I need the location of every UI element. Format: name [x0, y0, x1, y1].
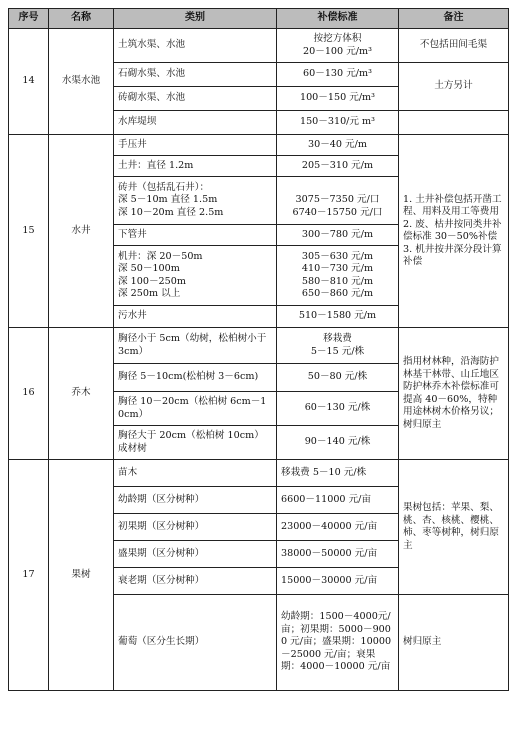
item-name: 乔木: [49, 328, 114, 460]
standard-cell: 15000－30000 元/亩: [277, 568, 399, 595]
standard-cell: 205－310 元/m: [277, 156, 399, 177]
row-number: 15: [9, 135, 49, 328]
standard-cell: 510－1580 元/m: [277, 306, 399, 328]
standard-cell: 移栽费 5－15 元/株: [277, 328, 399, 364]
category-cell: 手压井: [114, 135, 277, 156]
category-cell: 葡萄（区分生长期）: [114, 595, 277, 691]
category-cell: 胸径小于 5cm（幼树，松柏树小于 3cm）: [114, 328, 277, 364]
category-cell: 砖砌水渠、水池: [114, 87, 277, 111]
item-name: 果树: [49, 460, 114, 691]
item-name: 水渠水池: [49, 29, 114, 135]
table-row: [9, 460, 509, 487]
remark-cell: [399, 111, 509, 135]
compensation-table: [8, 8, 509, 691]
header-standard: 补偿标准: [277, 9, 399, 29]
header-name: 名称: [49, 9, 114, 29]
category-cell: 苗木: [114, 460, 277, 487]
standard-cell: 100－150 元/m³: [277, 87, 399, 111]
category-cell: 胸径 5－10cm(松柏树 3－6cm): [114, 364, 277, 392]
standard-cell: 38000－50000 元/亩: [277, 541, 399, 568]
header-row: [9, 9, 509, 29]
table-row: [9, 328, 509, 364]
standard-cell: 移栽费 5－10 元/株: [277, 460, 399, 487]
table-row: [9, 29, 509, 63]
category-cell: 石砌水渠、水池: [114, 63, 277, 87]
standard-cell: 50－80 元/株: [277, 364, 399, 392]
remark-cell: 不包括田间毛渠: [399, 29, 509, 63]
category-cell: 砖井（包括乱石井）： 深 5－10m 直径 1.5m 深 10－20m 直径 2.5m: [114, 177, 277, 225]
category-cell: 胸径大于 20cm（松柏树 10cm）成材树: [114, 426, 277, 460]
header-category: 类别: [114, 9, 277, 29]
row-number: 16: [9, 328, 49, 460]
standard-cell: 150－310/元 m³: [277, 111, 399, 135]
row-number: 17: [9, 460, 49, 691]
category-cell: 下管井: [114, 225, 277, 246]
standard-cell: 30－40 元/m: [277, 135, 399, 156]
standard-cell: 60－130 元/m³: [277, 63, 399, 87]
category-cell: 土筑水渠、水池: [114, 29, 277, 63]
category-cell: 盛果期（区分树种）: [114, 541, 277, 568]
category-cell: 胸径 10－20cm（松柏树 6cm－10cm）: [114, 392, 277, 426]
header-no: 序号: [9, 9, 49, 29]
standard-cell: 23000－40000 元/亩: [277, 514, 399, 541]
category-cell: 土井：直径 1.2m: [114, 156, 277, 177]
header-remark: 备注: [399, 9, 509, 29]
standard-cell: 90－140 元/株: [277, 426, 399, 460]
category-cell: 水库堤坝: [114, 111, 277, 135]
table-row: [9, 135, 509, 156]
category-cell: 幼龄期（区分树种）: [114, 487, 277, 514]
standard-cell: 按挖方体积 20－100 元/m³: [277, 29, 399, 63]
category-cell: 污水井: [114, 306, 277, 328]
remark-cell: 1. 土井补偿包括开凿工程、用料及用工等费用 2. 废、枯井按同类井补偿标准 30－50%补偿 3. 机井按井深分段计算补偿: [399, 135, 509, 328]
standard-cell: 60－130 元/株: [277, 392, 399, 426]
standard-cell: 305－630 元/m 410－730 元/m 580－810 元/m 650－860 元/m: [277, 246, 399, 306]
remark-cell: 土方另计: [399, 63, 509, 111]
standard-cell: 3075－7350 元/口 6740－15750 元/口: [277, 177, 399, 225]
category-cell: 初果期（区分树种）: [114, 514, 277, 541]
standard-cell: 6600－11000 元/亩: [277, 487, 399, 514]
remark-cell: 指用材林种，沿海防护林基干林带、山丘地区防护林乔木补偿标准可提高 40－60%，特种用途林树木价格另议；树归原主: [399, 328, 509, 460]
standard-cell: 300－780 元/m: [277, 225, 399, 246]
category-cell: 衰老期（区分树种）: [114, 568, 277, 595]
item-name: 水井: [49, 135, 114, 328]
category-cell: 机井：深 20－50m 深 50－100m 深 100－250m 深 250m 以上: [114, 246, 277, 306]
remark-cell: 树归原主: [399, 595, 509, 691]
standard-cell: 幼龄期：1500－4000元/亩；初果期：5000－9000 元/亩；盛果期：10000－25000 元/亩；衰果期：4000－10000 元/亩: [277, 595, 399, 691]
remark-cell: 果树包括：苹果、梨、桃、杏、核桃、樱桃、柿、枣等树种，树归原主: [399, 460, 509, 595]
row-number: 14: [9, 29, 49, 135]
